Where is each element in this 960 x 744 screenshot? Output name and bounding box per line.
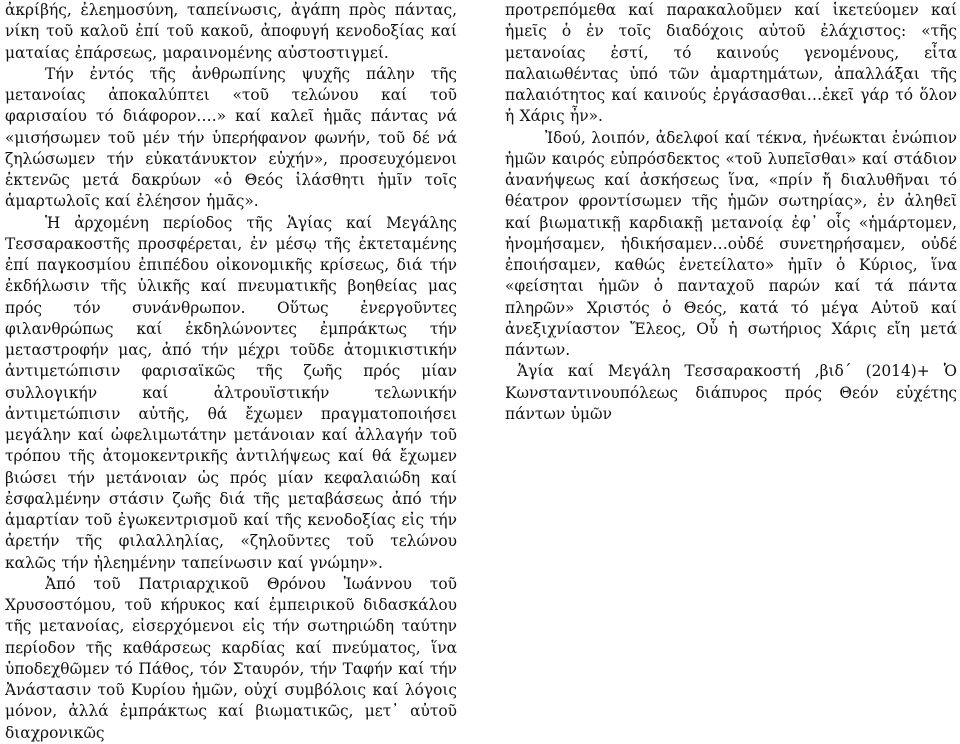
paragraph: Τήν ἐντός τῆς ἀνθρωπίνης ψυχῆς πάλην τῆς μετανοίας ἀποκαλύπτει «τοῦ τελώνου καί τοῦ φαρισαίου τό διάφορον….» καί καλεῖ ἡμᾶς πάντας νά «μισήσωμεν τοῦ μέν τήν ὑπερήφανον φωνήν, τοῦ δέ νά ζηλώσωμεν τήν εὐκατάνυκτον εὐχήν», προσευχόμενοι ἐκτενῶς μετά δακρύων «ὁ Θεός ἱλάσθητι ἡμῖν τοῖς ἁμαρτωλοῖς καί ἐλέησον ἡμᾶς». [5,64,457,211]
left-column [5,0,457,744]
paragraph: ἀκρίβής, ἐλεημοσύνη, ταπείνωσις, ἀγάπη πρὸς πάντας, νίκη τοῦ καλοῦ ἐπί τοῦ κακοῦ, ἀποφυγή κενοδοξίας καί ματαίας ἐπάρσεως, μαραινομένης αὐστοστιγμεί. [5,1,457,62]
closing-signature: Ἁγία καί Μεγάλη Τεσσαρακοστή ,βιδ´ (2014)+ Ὁ Κωνσταντινουπόλεως διάπυρος πρός Θεόν εὐχέτης πάντων ὑμῶν [505,362,957,423]
paragraph: προτρεπόμεθα καί παρακαλοῦμεν καί ἱκετεύομεν καί ἡμεῖς ὁ ἐν τοῖς διαδόχοις αὐτοῦ ἐλάχιστος: «τῆς μετανοίας ἐστί, τό καινούς γενομένους, εἶτα παλαιωθέντας ὑπό τῶν ἁμαρτημάτων, ἀπαλλάξαι τῆς παλαιότητος καί καινούς ἐργάσασθαι…ἐκεῖ γάρ τό ὅλον ἡ Χάρις ἦν». [505,1,957,126]
paragraph: Ἡ ἀρχομένη περίοδος τῆς Ἁγίας καί Μεγάλης Τεσσαρακοστῆς προσφέρεται, ἐν μέσῳ τῆς ἐκτεταμένης ἐπί παγκοσμίου ἐπιπέδου οἰκονομικῆς κρίσεως, διά τήν ἐκδήλωσιν τῆς ὑλικῆς καί πνευματικῆς βοηθείας μας πρός τόν συνάνθρωπον. Οὕτως ἐνεργοῦντες φιλανθρώπως καί ἐκδηλώνοντες ἐμπράκτως τήν μεταστροφήν μας, ἀπό τήν μέχρι τοῦδε ἀτομικιστικήν ἀντιμετώπισιν φαρισαϊκῶς τῆς ζωῆς πρός μίαν συλλογικήν καί ἀλτρουϊστικήν τελωνικήν ἀντιμετώπισιν αὐτῆς, θά ἔχωμεν πραγματοποιήσει μεγάλην καί ὠφελιμωτάτην μετάνοιαν καί ἀλλαγήν τοῦ τρόπου τῆς ἀτομοκεντρικῆς ἀντιλήψεως καί θά ἔχωμεν βιώσει τήν μετάνοιαν ὡς πρός μίαν κεφαλαιώδη καί ἐσφαλμένην στάσιν ζωῆς διά τῆς μεταβάσεως ἀπό τήν ἁμαρτίαν τοῦ ἐγωκεντρισμοῦ καί τῆς κενοδοξίας εἰς τήν ἀρετήν τῆς φιλαλληλίας, «ζηλοῦντες τοῦ τελώνου καλῶς τήν ἠλεημένην ταπείνωσιν καί γνώμην». [5,213,457,572]
paragraph: Ἀπό τοῦ Πατριαρχικοῦ Θρόνου Ἰωάννου τοῦ Χρυσοστόμου, τοῦ κήρυκος καί ἐμπειρικοῦ διδασκάλου τῆς μετανοίας, εἰσερχόμενοι εἰς τήν σωτηριώδη ταύτην περίοδον τῆς καθάρσεως καρδίας καί πνεύματος, ἵνα ὑποδεχθῶμεν τό Πάθος, τόν Σταυρόν, τήν Ταφήν καί τήν Ἀνάστασιν τοῦ Κυρίου ἡμῶν, οὐχί συμβόλοις καί λόγοις μόνον, ἀλλά ἐμπράκτως καί βιωματικῶς, μετ᾽ αὐτοῦ διαχρονικῶς [5,574,457,742]
right-column [505,0,957,425]
paragraph: Ἰδού, λοιπόν, ἀδελφοί καί τέκνα, ἠνέωκται ἐνώπιον ἡμῶν καιρός εὐπρόσδεκτος «τοῦ λυπεῖσθαι» καί στάδιον ἀνανήψεως καί ἀσκήσεως ἵνα, «πρίν ἤ διαλυθῆναι τό θέατρον φροντίσωμεν τῆς ἡμῶν σωτηρίας», ἐν ἀληθεῖ καί βιωματικῇ καρδιακῇ μετανοίᾳ ἐφ᾽ οἷς «ἡμάρτομεν, ἠνομήσαμεν, ἠδικήσαμεν…οὐδέ συνετηρήσαμεν, οὐδέ ἐποιήσαμεν, καθώς ἐνετείλατο» ἡμῖν ὁ Κύριος, ἵνα «φείσηται ἡμῶν ὁ πανταχοῦ παρών καί τά πάντα πληρῶν» Χριστός ὁ Θεός, κατά τό μέγα Αὐτοῦ καί ἀνεξιχνίαστον Ἔλεος, Οὗ ἡ σωτήριος Χάρις εἴη μετά πάντων. [505,128,957,359]
